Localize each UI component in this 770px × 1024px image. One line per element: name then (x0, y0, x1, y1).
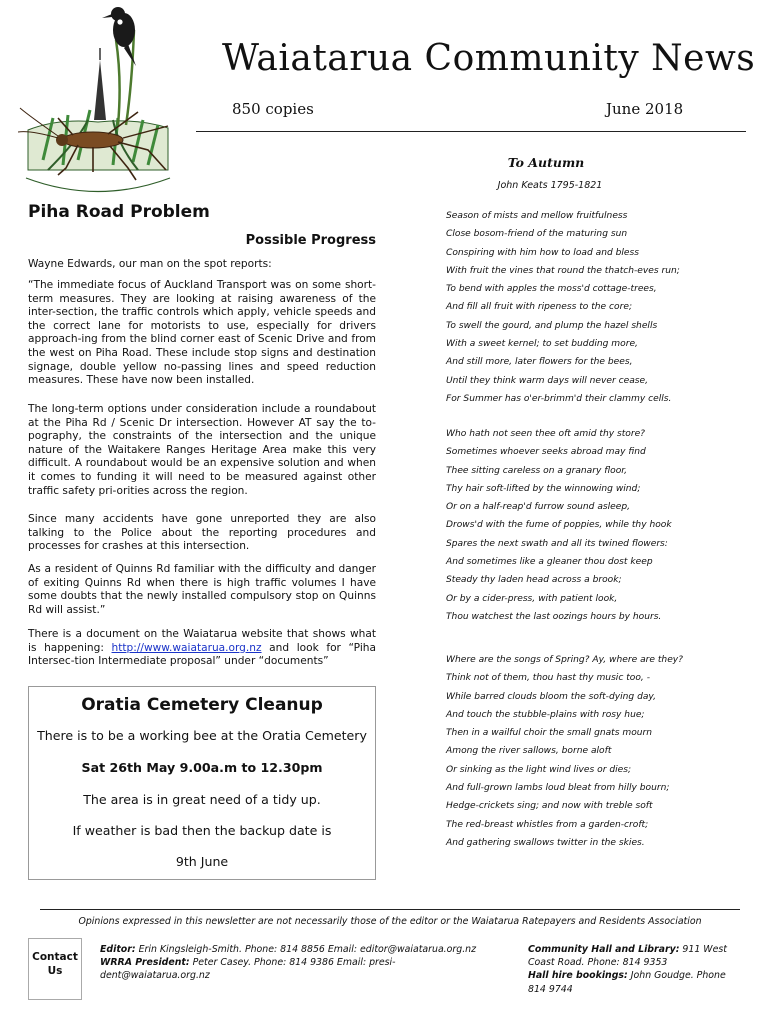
poem-stanza (446, 651, 746, 852)
poem-author: John Keats 1795-1821 (497, 180, 603, 191)
website-text-before: There is a document on the Waiatarua website that shows what is happening: (28, 628, 376, 654)
poem-line: And still more, later flowers for the bees, (446, 357, 633, 368)
masthead-divider (196, 131, 746, 132)
hall-hire-label: Hall hire bookings: (528, 970, 628, 982)
footer-divider (40, 909, 740, 910)
footer-hall-contacts (528, 943, 744, 996)
article-paragraph: “The immediate focus of Auckland Transport was on some short-term measures. They are looking at raising awareness of the inter-section, the traffic controls which apply, vehicle speeds and the correct lane for motorists to use, especially for drivers approach-ing from the blind corner east of Scenic Drive and from the west on Piha Road. These include stop signs and destination signage, double yellow no-passing lines and speed reduction measures. These have now been installed. (28, 279, 376, 387)
issue-date: June 2018 (606, 100, 684, 118)
poem-stanza (446, 425, 746, 626)
poem-line: Conspiring with him how to load and bless (446, 247, 639, 258)
article-paragraph: Since many accidents have gone unreported they are also talking to the Police about the reporting procedures and processes for crashes at this intersection. (28, 513, 376, 553)
contact-us-label (28, 950, 82, 978)
editor-label: Editor: (100, 944, 136, 955)
article-intro: Wayne Edwards, our man on the spot reports: (28, 258, 272, 270)
cleanup-date-time: Sat 26th May 9.00a.m to 12.30pm (81, 760, 323, 775)
poem-title: To Autumn (507, 155, 585, 170)
article-subtitle: Possible Progress (245, 233, 376, 248)
poem-line: Thee sitting careless on a granary floor, (446, 465, 628, 476)
poem-line: And full-grown lambs loud bleat from hilly bourn; (446, 783, 670, 794)
waiatarua-website-link[interactable]: http://www.waiatarua.org.nz (111, 641, 262, 654)
poem-line: Among the river sallows, borne aloft (446, 746, 612, 757)
poem-line: Hedge-crickets sing; and now with treble soft (446, 801, 653, 812)
poem-line: And sometimes like a gleaner thou dost keep (446, 557, 653, 568)
cleanup-title: Oratia Cemetery Cleanup (81, 695, 323, 715)
poem-line: Until they think warm days will never cease, (446, 375, 649, 386)
contact-label-line: Contact (32, 951, 78, 963)
hall-label: Community Hall and Library: (528, 944, 680, 955)
poem-line: Steady thy laden head across a brook; (446, 575, 622, 586)
poem-line: Where are the songs of Spring? Ay, where are they? (446, 655, 683, 665)
poem-line: While barred clouds bloom the soft-dying day, (446, 691, 656, 702)
poem-line: Thy hair soft-lifted by the winnowing wind; (446, 483, 641, 494)
poem-line: Or on a half-reap'd furrow sound asleep, (446, 502, 631, 513)
print-run-count: 850 copies (232, 100, 314, 118)
cleanup-line: The area is in great need of a tidy up. (83, 792, 321, 807)
cleanup-line: There is to be a working bee at the Oratia Cemetery (37, 728, 367, 743)
contact-label-line: Us (47, 965, 63, 977)
president-details: Peter Casey. Phone: 814 9386 Email: presi-dent@waiatarua.org.nz (100, 957, 396, 982)
poem-line: With a sweet kernel; to set budding more, (446, 339, 638, 350)
poem-line: Season of mists and mellow fruitfulness (446, 211, 628, 221)
cleanup-line: If weather is bad then the backup date is (72, 823, 332, 838)
poem-line: Drows'd with the fume of poppies, while thy hook (446, 520, 672, 531)
tui-weta-logo-icon (18, 0, 178, 200)
president-label: WRRA President: (100, 957, 190, 969)
masthead-title: Waiatarua Community News (222, 38, 756, 79)
cleanup-notice-box (28, 686, 376, 880)
poem-line: Then in a wailful choir the small gnats mourn (446, 728, 653, 739)
website-text-after: and look for “Piha Intersec-tion Intermediate proposal” under “documents” (28, 641, 376, 668)
editor-details: Erin Kingsleigh-Smith. Phone: 814 8856 Email: editor@waiatarua.org.nz (135, 944, 477, 955)
poem-stanza (446, 207, 746, 408)
cleanup-backup-date: 9th June (175, 854, 229, 869)
hall-details: 911 West Coast Road. Phone: 814 9353 (528, 944, 727, 969)
poem-line: For Summer has o'er-brimm'd their clammy cells. (446, 393, 672, 404)
article-paragraph: The long-term options under consideration include a roundabout at the Piha Rd / Scenic Dr intersection. However AT say the to-pography, the constraints of the intersection and the unique nature of the Waitakere Ranges Heritage Area make this very difficult. A roundabout would be an expensive solution and when it comes to funding it will need to be measured against other traffic safety pri-orities across the region. (28, 403, 376, 497)
poem-line: Close bosom-friend of the maturing sun (446, 229, 628, 240)
poem-line: Who hath not seen thee oft amid thy store? (446, 429, 646, 439)
poem-line: To bend with apples the moss'd cottage-trees, (446, 284, 657, 295)
poem-line: Think not of them, thou hast thy music too, - (446, 673, 650, 684)
poem-line: Spares the next swath and all its twined flowers: (446, 538, 668, 549)
poem-line: With fruit the vines that round the thatch-eves run; (446, 265, 680, 276)
article-paragraph-website (28, 628, 376, 669)
footer-editor-contacts (100, 943, 495, 983)
poem-line: The red-breast whistles from a garden-croft; (446, 819, 649, 830)
poem-line: And fill all fruit with ripeness to the core; (446, 302, 633, 313)
poem-line: Thou watchest the last oozings hours by hours. (446, 611, 662, 622)
article-paragraph: As a resident of Quinns Rd familiar with the difficulty and danger of exiting Quinns Rd when there is high traffic volumes I have some doubts that the newly installed compulsory stop on Quinns Rd will assist.” (28, 563, 376, 616)
poem-line: Sometimes whoever seeks abroad may find (446, 447, 646, 458)
poem-line: And gathering swallows twitter in the skies. (446, 837, 645, 848)
footer-disclaimer: Opinions expressed in this newsletter are not necessarily those of the editor or the Waiatarua Ratepayers and Residents Association (78, 916, 702, 927)
article-title: Piha Road Problem (28, 202, 210, 222)
hall-hire-details: John Goudge. Phone 814 9744 (528, 970, 726, 995)
poem-line: To swell the gourd, and plump the hazel shells (446, 320, 658, 331)
poem-line: Or by a cider-press, with patient look, (446, 593, 618, 604)
poem-line: Or sinking as the light wind lives or dies; (446, 764, 632, 775)
poem-line: And touch the stubble-plains with rosy hue; (446, 709, 645, 720)
